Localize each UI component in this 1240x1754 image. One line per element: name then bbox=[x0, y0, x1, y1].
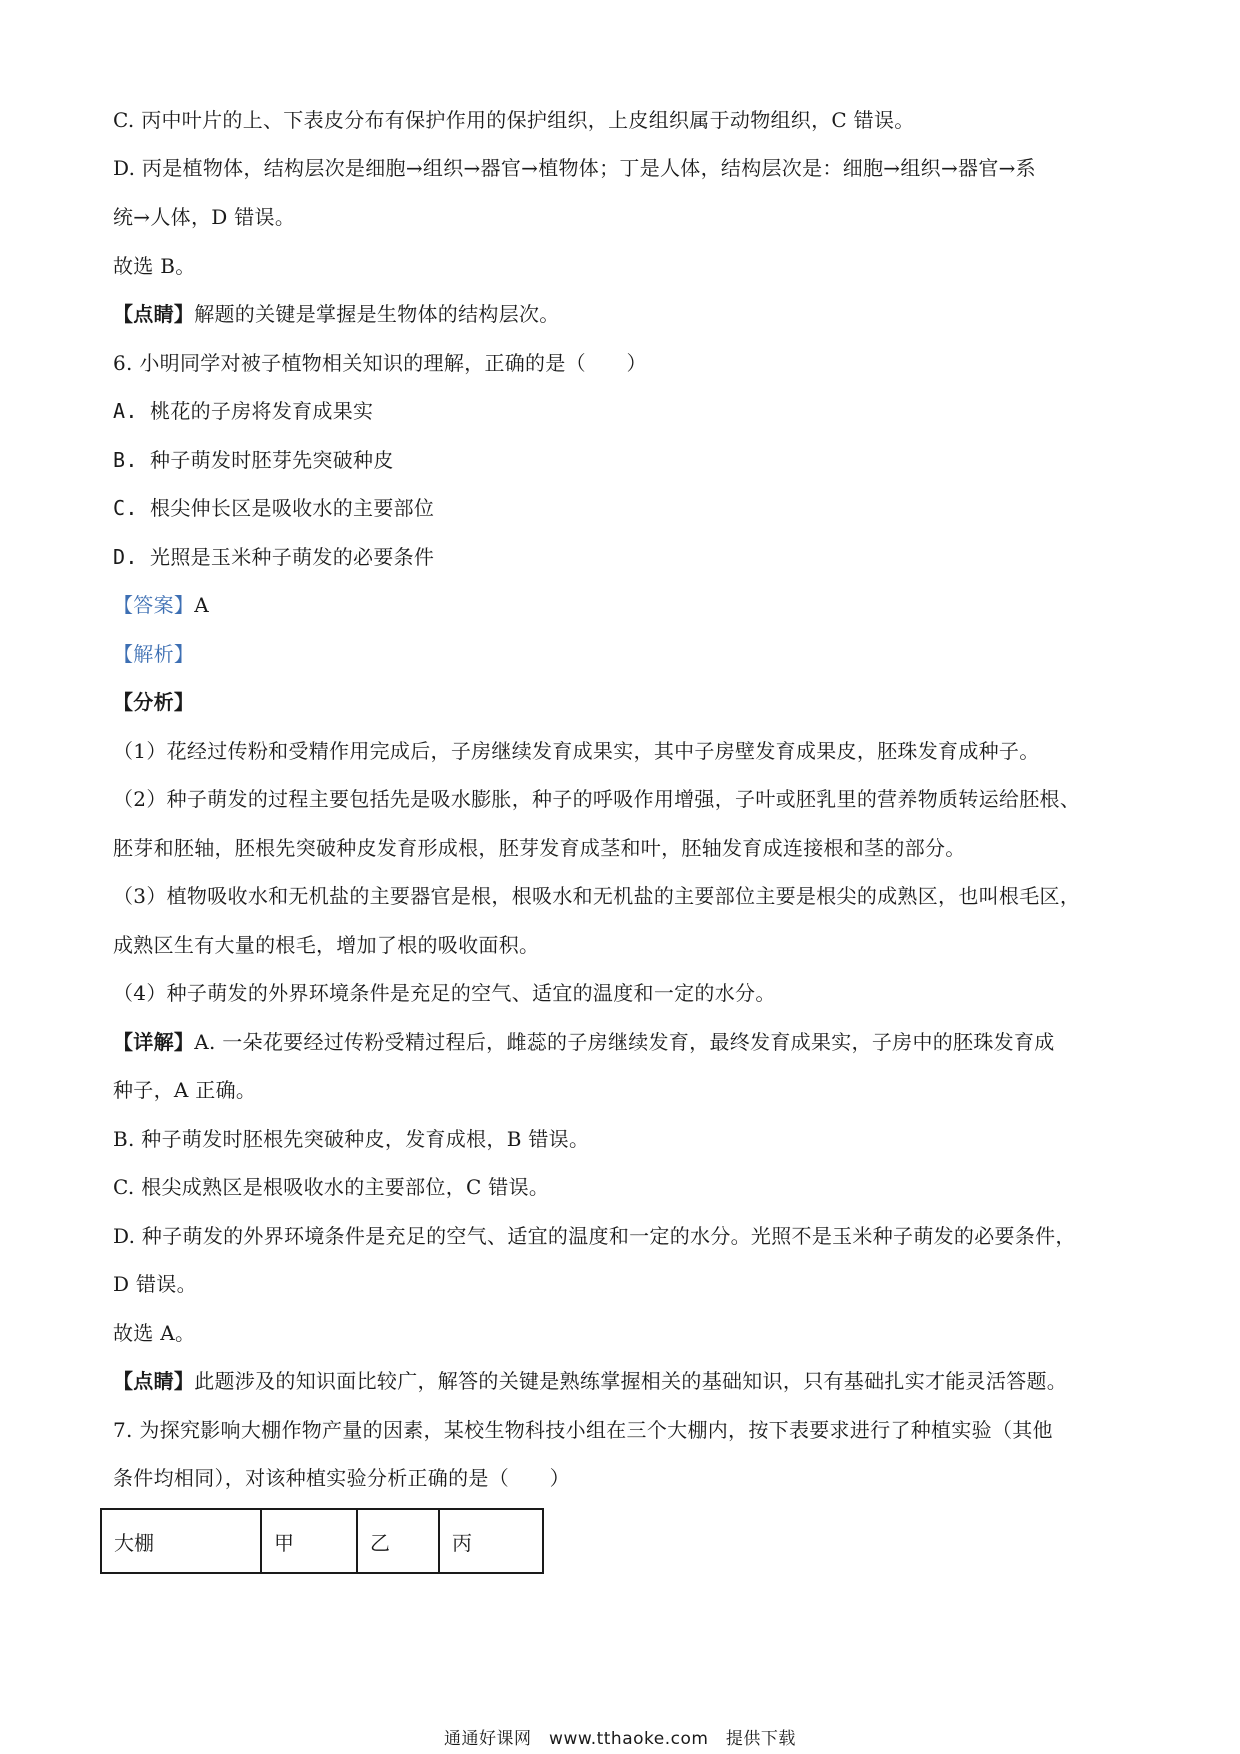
q6-option-a: A. 桃花的子房将发育成果实 bbox=[113, 399, 374, 423]
table-cell-greenhouse: 大棚 bbox=[101, 1509, 261, 1573]
prev-conclusion: 故选 B。 bbox=[113, 254, 196, 278]
q6-stem: 6. 小明同学对被子植物相关知识的理解，正确的是（ ） bbox=[113, 351, 647, 375]
detail-a-line2: 种子，A 正确。 bbox=[113, 1078, 257, 1102]
q6-comment bbox=[113, 1367, 1067, 1395]
q7-stem-line1: 7. 为探究影响大棚作物产量的因素，某校生物科技小组在三个大棚内，按下表要求进行了种植实验（其他 bbox=[113, 1418, 1053, 1442]
detail-b: B. 种子萌发时胚根先突破种皮，发育成根，B 错误。 bbox=[113, 1127, 590, 1151]
detail-d-line1: D. 种子萌发的外界环境条件是充足的空气、适宜的温度和一定的水分。光照不是玉米种子萌发的必要条件， bbox=[113, 1224, 1076, 1248]
q6-option-d: D. 光照是玉米种子萌发的必要条件 bbox=[113, 545, 435, 569]
detail-tag: 【详解】 bbox=[113, 1030, 195, 1054]
prev-option-d-line1: D. 丙是植物体，结构层次是细胞→组织→器官→植物体；丁是人体，结构层次是：细胞→组织→器官→系 bbox=[113, 156, 1036, 180]
detail-a-text: A. 一朵花要经过传粉受精过程后，雌蕊的子房继续发育，最终发育成果实，子房中的胚珠发育成 bbox=[194, 1030, 1055, 1054]
table-row bbox=[101, 1509, 543, 1573]
answer-value: A bbox=[194, 593, 209, 617]
table-cell-yi: 乙 bbox=[357, 1509, 439, 1573]
fenxi-line-3: 胚芽和胚轴，胚根先突破种皮发育形成根，胚芽发育成茎和叶，胚轴发育成连接根和茎的部分。 bbox=[113, 836, 966, 860]
fenxi-line-2: （2）种子萌发的过程主要包括先是吸水膨胀，种子的呼吸作用增强，子叶或胚乳里的营养物质转运给胚根、 bbox=[113, 787, 1081, 811]
prev-option-c: C. 丙中叶片的上、下表皮分布有保护作用的保护组织，上皮组织属于动物组织，C 错误。 bbox=[113, 108, 915, 132]
prev-option-d-line2: 统→人体，D 错误。 bbox=[113, 205, 296, 229]
answer-tag: 【答案】 bbox=[113, 593, 195, 617]
detail-d-line2: D 错误。 bbox=[113, 1272, 197, 1296]
q6-option-c: C. 根尖伸长区是吸收水的主要部位 bbox=[113, 496, 435, 520]
fenxi-tag: 【分析】 bbox=[113, 690, 195, 714]
detail-a-line1 bbox=[113, 1028, 1055, 1056]
analysis-tag: 【解析】 bbox=[113, 642, 195, 666]
q6-option-b: B. 种子萌发时胚芽先突破种皮 bbox=[113, 448, 394, 472]
q6-conclusion: 故选 A。 bbox=[113, 1321, 196, 1345]
greenhouse-table bbox=[100, 1508, 544, 1574]
detail-c: C. 根尖成熟区是根吸收水的主要部位，C 错误。 bbox=[113, 1175, 550, 1199]
page-footer: 通通好课网 www.tthaoke.com 提供下载 bbox=[444, 1729, 796, 1749]
q7-stem-line2: 条件均相同），对该种植实验分析正确的是（ ） bbox=[113, 1466, 570, 1490]
table-cell-bing: 丙 bbox=[439, 1509, 543, 1573]
table-cell-jia: 甲 bbox=[261, 1509, 357, 1573]
fenxi-line-6: （4）种子萌发的外界环境条件是充足的空气、适宜的温度和一定的水分。 bbox=[113, 981, 776, 1005]
prev-comment bbox=[113, 300, 560, 328]
q6-comment-text: 此题涉及的知识面比较广，解答的关键是熟练掌握相关的基础知识，只有基础扎实才能灵活答题。 bbox=[194, 1369, 1068, 1393]
q6-answer bbox=[113, 591, 209, 619]
fenxi-line-1: （1）花经过传粉和受精作用完成后，子房继续发育成果实，其中子房壁发育成果皮，胚珠发育成种子。 bbox=[113, 739, 1040, 763]
prev-comment-text: 解题的关键是掌握是生物体的结构层次。 bbox=[194, 302, 560, 326]
prev-comment-tag: 【点睛】 bbox=[113, 302, 195, 326]
fenxi-line-5: 成熟区生有大量的根毛，增加了根的吸收面积。 bbox=[113, 933, 540, 957]
fenxi-line-4: （3）植物吸收水和无机盐的主要器官是根，根吸水和无机盐的主要部位主要是根尖的成熟区，也叫根毛区， bbox=[113, 884, 1081, 908]
q6-comment-tag: 【点睛】 bbox=[113, 1369, 195, 1393]
